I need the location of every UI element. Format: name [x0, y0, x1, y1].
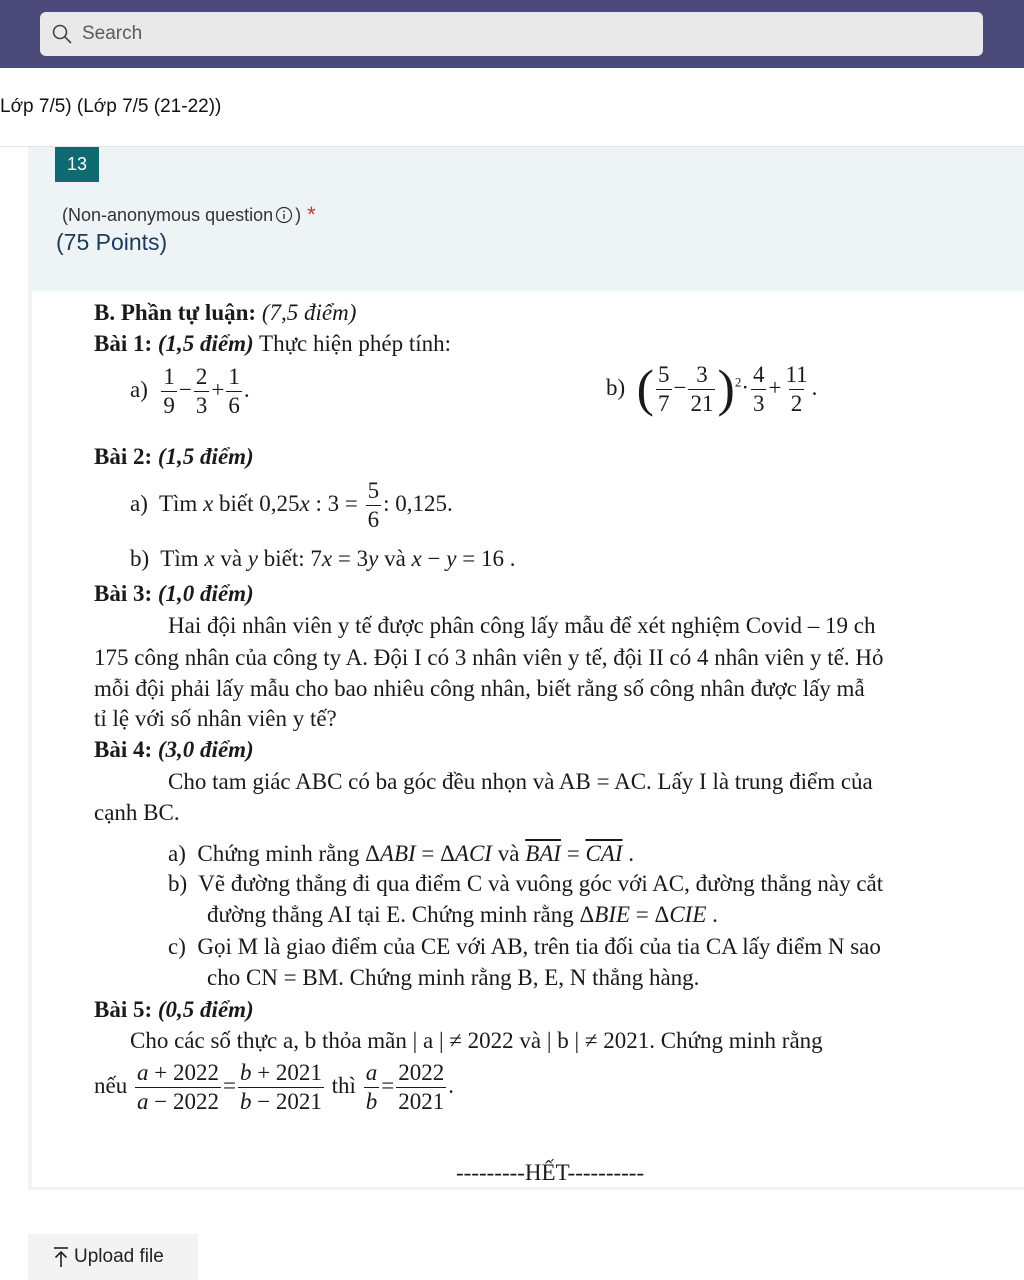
- bai5-line: Cho các số thực a, b thỏa mãn | a | ≠ 2022 và | b | ≠ 2021. Chứng minh rằng: [130, 1028, 823, 1053]
- required-mark: *: [307, 202, 316, 227]
- search-box[interactable]: [40, 12, 983, 56]
- bai4-heading: Bài 4: (3,0 điểm): [94, 737, 254, 762]
- bai5-heading: Bài 5: (0,5 điểm): [94, 997, 254, 1022]
- course-title: Lớp 7/5) (Lớp 7/5 (21-22)): [0, 96, 222, 117]
- bai4-b-line2: đường thẳng AI tại E. Chứng minh rằng ΔBIE = ΔCIE .: [207, 902, 718, 927]
- bai5-expression: nếu $\frac{a + 2022}{a - 2022}$ = $\frac{b + 2021}{b - 2021}$ thì $\frac{a}{b}$ = $\frac{2022}{2021}$ .: [94, 1060, 454, 1115]
- non-anonymous-label: [62, 202, 316, 228]
- exam-image: [32, 291, 1024, 1187]
- bai4-c-text: c) Gọi M là giao điểm của CE với AB, trên tia đối của tia CA lấy điểm N sao: [168, 934, 881, 959]
- search-icon: [52, 24, 72, 44]
- non-anonymous-text: (Non-anonymous question: [62, 204, 274, 225]
- bai1-a-expression: a) $\frac{1}{9}$ − $\frac{2}{3}$ + $\frac{1}{6}$ .: [130, 364, 250, 419]
- upload-icon: [52, 1246, 70, 1268]
- end-mark: ---------HẾT----------: [456, 1160, 645, 1185]
- bai4-line: Cho tam giác ABC có ba góc đều nhọn và AB = AC. Lấy I là trung điểm của: [168, 769, 873, 794]
- top-bar: [0, 0, 1024, 68]
- bai4-line: cạnh BC.: [94, 800, 180, 825]
- bai2-heading: Bài 2: (1,5 điểm): [94, 444, 254, 469]
- search-input[interactable]: [82, 23, 882, 45]
- bai3-line: mỗi đội phải lấy mẫu cho bao nhiêu công nhân, biết rằng số công nhân được lấy mẫ: [94, 676, 865, 701]
- bai2-a-text: a) Tìm x biết 0,25x : 3 = $\frac{5}{6}$ : 0,125.: [130, 478, 453, 533]
- question-number-badge: 13: [55, 147, 99, 182]
- section-b-heading: B. Phần tự luận: (7,5 điểm): [94, 300, 357, 325]
- bai4-b-text: b) Vẽ đường thẳng đi qua điểm C và vuông góc với AC, đường thẳng này cắt: [168, 871, 884, 896]
- bai3-line: Hai đội nhân viên y tế được phân công lấy mẫu để xét nghiệm Covid – 19 ch: [168, 613, 876, 638]
- non-anonymous-close: ): [295, 204, 302, 225]
- upload-file-button[interactable]: [28, 1234, 198, 1280]
- bai4-c-line2: cho CN = BM. Chứng minh rằng B, E, N thẳng hàng.: [207, 965, 700, 990]
- info-icon[interactable]: [275, 206, 293, 224]
- bai3-line: 175 công nhân của công ty A. Đội I có 3 nhân viên y tế, đội II có 4 nhân viên y tế. Hỏ: [94, 645, 884, 670]
- question-points: (75 Points): [56, 229, 168, 255]
- upload-file-label: Upload file: [74, 1246, 164, 1267]
- bai1-b-expression: b) ( $\frac{5}{7}$ − $\frac{3}{21}$ )$^2$· $\frac{4}{3}$ + $\frac{11}{2}$ .: [606, 360, 818, 418]
- bai3-line: tỉ lệ với số nhân viên y tế?: [94, 706, 337, 731]
- bai2-b-text: b) Tìm x và y biết: 7x = 3y và x − y = 16 .: [130, 546, 516, 571]
- bai1-heading: Bài 1: (1,5 điểm) Thực hiện phép tính:: [94, 331, 451, 356]
- bai3-heading: Bài 3: (1,0 điểm): [94, 581, 254, 606]
- bai4-a-text: a) Chứng minh rằng ΔABI = ΔACI và $\overline{BAI} = \overline{CAI}$ .: [168, 841, 635, 866]
